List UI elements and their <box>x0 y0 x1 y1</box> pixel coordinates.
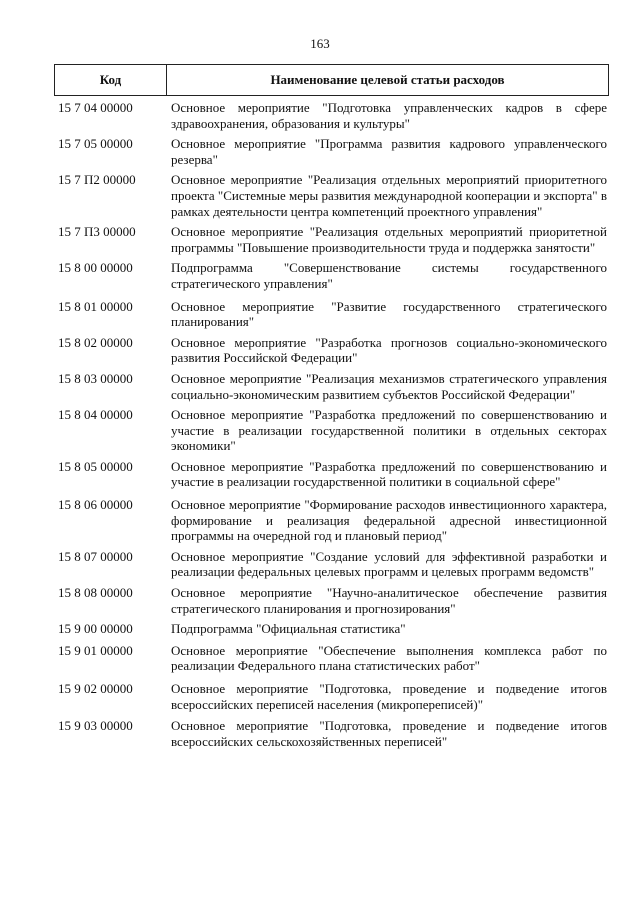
row-code: 15 8 03 00000 <box>58 370 133 386</box>
table-header <box>54 64 609 96</box>
row-name: Подпрограмма "Официальная статистика" <box>171 621 406 637</box>
row-code: 15 8 05 00000 <box>58 458 133 474</box>
row-code: 15 8 07 00000 <box>58 548 133 564</box>
row-code: 15 9 02 00000 <box>58 681 133 696</box>
row-name: Основное мероприятие "Формирование расходов инвестиционного характера, формирование и реализация федеральной адресной инвестиционной программы на очередной год и плановый период" <box>171 497 607 544</box>
row-name: Основное мероприятие "Реализация отдельных мероприятий приоритетного проекта "Системные меры развития международной кооперации и экспорта" в рамках деятельности центра компетенций проектного управления" <box>171 172 607 219</box>
row-name: Основное мероприятие "Разработка предложений по совершенствованию и участие в реализации государственной политики в социальной сфере" <box>171 458 607 490</box>
table-row <box>54 718 609 749</box>
row-name: Основное мероприятие "Подготовка управленческих кадров в сфере здравоохранения, образования и культуры" <box>171 100 607 131</box>
row-name: Основное мероприятие "Программа развития кадрового управленческого резерва" <box>171 136 607 167</box>
page-number: 163 <box>310 36 330 51</box>
table-row <box>54 459 609 490</box>
row-name: Основное мероприятие "Реализация отдельных мероприятий приоритетной программы "Повышение производительности труда и поддержка занятости" <box>171 224 607 255</box>
row-code: 15 7 04 00000 <box>58 100 133 115</box>
row-code: 15 8 00 00000 <box>58 260 133 276</box>
row-code: 15 9 01 00000 <box>58 642 133 658</box>
row-name: Основное мероприятие "Разработка прогнозов социально-экономического развития Российской Федерации" <box>171 334 607 366</box>
budget-classification-table <box>54 64 609 755</box>
row-code: 15 8 08 00000 <box>58 585 133 601</box>
row-name: Основное мероприятие "Подготовка, проведение и подведение итогов всероссийских сельскохозяйственных переписей" <box>171 718 607 749</box>
table-row <box>54 172 609 219</box>
table-body <box>54 96 609 749</box>
header-name: Наименование целевой статьи расходов <box>270 72 505 87</box>
table-row <box>54 585 609 616</box>
table-row <box>54 407 609 454</box>
table-row <box>54 224 609 255</box>
row-name: Основное мероприятие "Реализация механизмов стратегического управления социально-экономическим развитием субъектов Российской Федерации" <box>171 370 607 402</box>
header-code: Код <box>55 65 167 95</box>
row-code: 15 8 06 00000 <box>58 497 133 513</box>
row-name: Подпрограмма "Совершенствование системы государственного стратегического управления" <box>171 260 607 291</box>
row-name: Основное мероприятие "Разработка предложений по совершенствованию и участие в реализации государственной политики в отдельных секторах экономики" <box>171 407 607 454</box>
row-name: Основное мероприятие "Создание условий для эффективной разработки и реализации федеральных целевых программ и целевых программ ведомств" <box>171 548 607 580</box>
row-code: 15 7 П2 00000 <box>58 172 136 188</box>
row-code: 15 9 03 00000 <box>58 718 133 734</box>
row-name: Основное мероприятие "Подготовка, проведение и подведение итогов всероссийских переписей населения (микропереписей)" <box>171 681 607 712</box>
table-row <box>54 100 609 131</box>
table-row <box>54 371 609 402</box>
table-row <box>54 621 609 637</box>
table-row <box>54 497 609 544</box>
row-name: Основное мероприятие "Обеспечение выполнения комплекса работ по реализации Федерального плана статистических работ" <box>171 642 607 674</box>
table-row <box>54 260 609 291</box>
table-row <box>54 136 609 167</box>
row-code: 15 8 02 00000 <box>58 334 133 350</box>
table-row <box>54 299 609 330</box>
table-row <box>54 335 609 366</box>
row-code: 15 8 01 00000 <box>58 298 133 314</box>
table-row <box>54 681 609 712</box>
table-row <box>54 643 609 674</box>
row-name: Основное мероприятие "Развитие государственного стратегического планирования" <box>171 298 607 330</box>
row-code: 15 9 00 00000 <box>58 621 133 637</box>
row-code: 15 7 П3 00000 <box>58 224 136 240</box>
row-name: Основное мероприятие "Научно-аналитическое обеспечение развития стратегического планирования и прогнозирования" <box>171 585 607 616</box>
row-code: 15 8 04 00000 <box>58 407 133 423</box>
row-code: 15 7 05 00000 <box>58 136 133 152</box>
table-row <box>54 549 609 580</box>
